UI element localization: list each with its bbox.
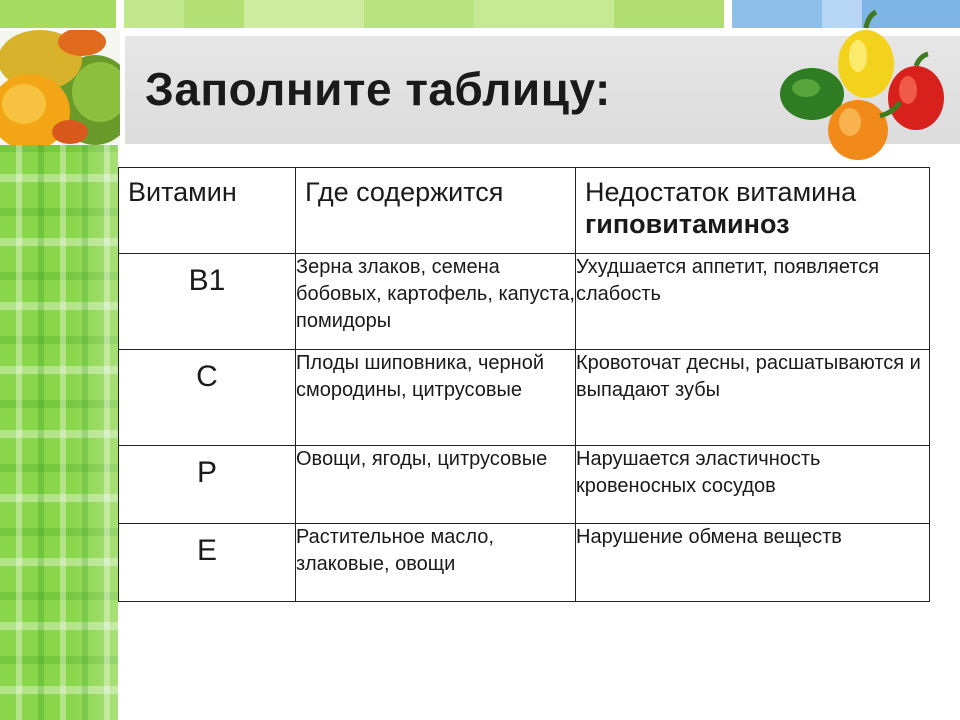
- vitamin-deficiency: Ухудшается аппетит, появляется слабость: [576, 254, 930, 350]
- vitamin-name: P: [119, 446, 296, 524]
- vitamin-deficiency: Кровоточат десны, расшатываются и выпадают зубы: [576, 350, 930, 446]
- vitamin-name: B1: [119, 254, 296, 350]
- vitamin-name: C: [119, 350, 296, 446]
- vitamin-deficiency: Нарушение обмена веществ: [576, 524, 930, 602]
- vitamin-source: Овощи, ягоды, цитрусовые: [296, 446, 576, 524]
- fruit-image: [0, 30, 120, 145]
- fruit-svg: [0, 30, 120, 145]
- vitamin-source: Плоды шиповника, черной смородины, цитрусовые: [296, 350, 576, 446]
- vitamin-name: E: [119, 524, 296, 602]
- header-deficiency-line2: гиповитаминоз: [585, 209, 790, 239]
- header-vitamin: Витамин: [119, 168, 296, 254]
- vitamin-source: Растительное масло, злаковые, овощи: [296, 524, 576, 602]
- vitamin-deficiency: Нарушается эластичность кровеносных сосудов: [576, 446, 930, 524]
- header-deficiency: [576, 168, 930, 254]
- table-row: [119, 524, 930, 602]
- slide-title: Заполните таблицу:: [145, 63, 611, 115]
- plaid-fade: [0, 145, 118, 720]
- peppers-svg: [770, 6, 960, 171]
- header-deficiency-line1: Недостаток витамина: [585, 177, 857, 207]
- table-row: [119, 254, 930, 350]
- vitamin-table: [118, 167, 930, 602]
- vitamin-source: Зерна злаков, семена бобовых, картофель, капуста, помидоры: [296, 254, 576, 350]
- bell-peppers-image: [770, 6, 960, 171]
- table-row: [119, 350, 930, 446]
- header-source: Где содержится: [296, 168, 576, 254]
- table-header-row: [119, 168, 930, 254]
- table-row: [119, 446, 930, 524]
